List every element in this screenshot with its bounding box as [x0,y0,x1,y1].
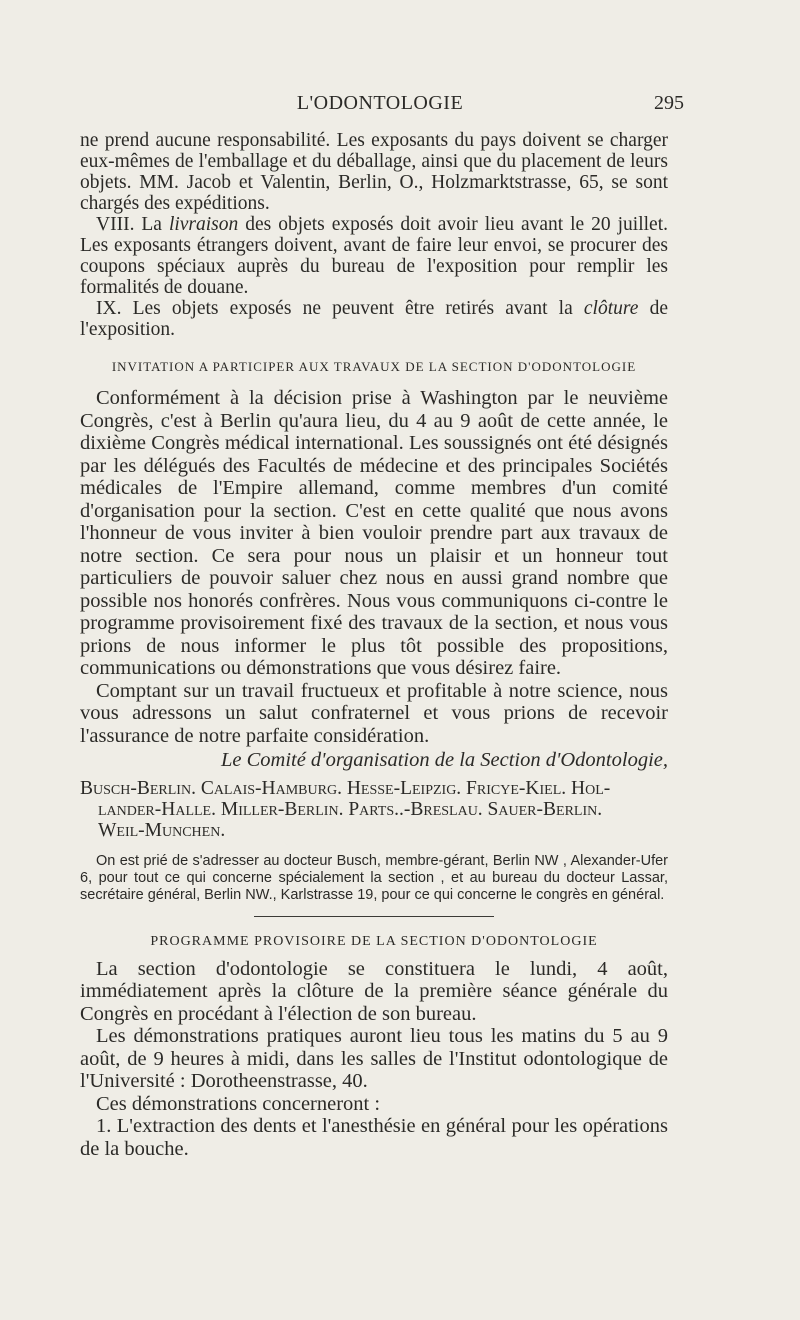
section-heading: INVITATION A PARTICIPER AUX TRAVAUX DE LA SECTION D'ODONTOLOGIE [111,359,637,374]
signatories: Busch-Berlin. Calais-Hamburg. Hesse-Leipzig. Fricye-Kiel. Hol- lander-Halle. Miller-Berlin. Parts..-Breslau. Sauer-Berlin. Weil-Munchen. [80,777,611,841]
paragraph: Conformément à la décision prise à Washington par le neuvième Congrès, c'est à Berlin qu'aura lieu, du 4 au 9 août de cette année, le dixième Congrès médical international. Les soussignés ont été désignés par les délégués des Facultés de médecine et des principales Sociétés médicales de l'Empire allemand, comme membres d'un comité d'organisation pour la section. C'est en cette qualité que nous avons l'honneur de vous inviter à bien vouloir prendre part aux travaux de notre section. Ce sera pour nous un plaisir et un honneur tout particuliers de pouvoir saluer chez nous en aussi grand nombre que possible nos honorés confrères. Nous vous communiquons ci-contre le programme provisoirement fixé des travaux de la section, et nous vous prions de nous informer le plus tôt possible des propositions, communications ou démonstrations que vous désirez faire. [80,387,668,679]
page-header [80,92,684,122]
paragraph-article-ix: IX. Les objets exposés ne peuvent être retirés avant la clôture de l'exposition. [80,298,668,340]
footnote: On est prié de s'adresser au docteur Busch, membre-gérant, Berlin NW , Alexander-Ufer 6, pour tout ce qui concerne spécialement la section , et au bureau du docteur Lassar, secrétaire général, Berlin NW., Karlstrasse 19, pour ce qui concerne le congrès en général. [80,852,668,903]
section-heading: PROGRAMME PROVISOIRE DE LA SECTION D'ODONTOLOGIE [150,933,598,949]
paragraph-article-viii: VIII. La livraison des objets exposés doit avoir lieu avant le 20 juillet. Les exposants étrangers doivent, avant de faire leur envoi, se procurer des coupons spéciaux auprès du bureau de l'exposition pour remplir les formalités de douane. [80,214,668,298]
paragraph: Comptant sur un travail fructueux et profitable à notre science, nous vous adressons un salut confraternel et vous prions de recevoir l'assurance de notre parfaite considération. [80,679,668,747]
signature: Le Comité d'organisation de la Section d'Odontologie, [220,749,668,771]
paragraph: Les démonstrations pratiques auront lieu tous les matins du 5 au 9 août, de 9 heures à midi, dans les salles de l'Institut odontologique de l'Université : Dorotheenstrasse, 40. [80,1025,668,1092]
divider-rule [254,916,494,917]
page-body [80,130,668,1160]
running-title: L'ODONTOLOGIE [296,92,464,114]
paragraph: Ces démonstrations concerneront : [96,1092,381,1115]
paragraph: ne prend aucune responsabilité. Les exposants du pays doivent se charger eux-mêmes de l'emballage et du déballage, ainsi que du placement de leurs objets. MM. Jacob et Valentin, Berlin, O., Holzmarktstrasse, 65, se sont chargés des expéditions. [80,130,668,214]
paragraph: 1. L'extraction des dents et l'anesthésie en général pour les opérations de la bouche. [80,1115,668,1160]
page-number: 295 [654,92,684,114]
paragraph: La section d'odontologie se constituera le lundi, 4 août, immédiatement après la clôture de la première séance générale du Congrès en procédant à l'élection de son bureau. [80,957,668,1025]
